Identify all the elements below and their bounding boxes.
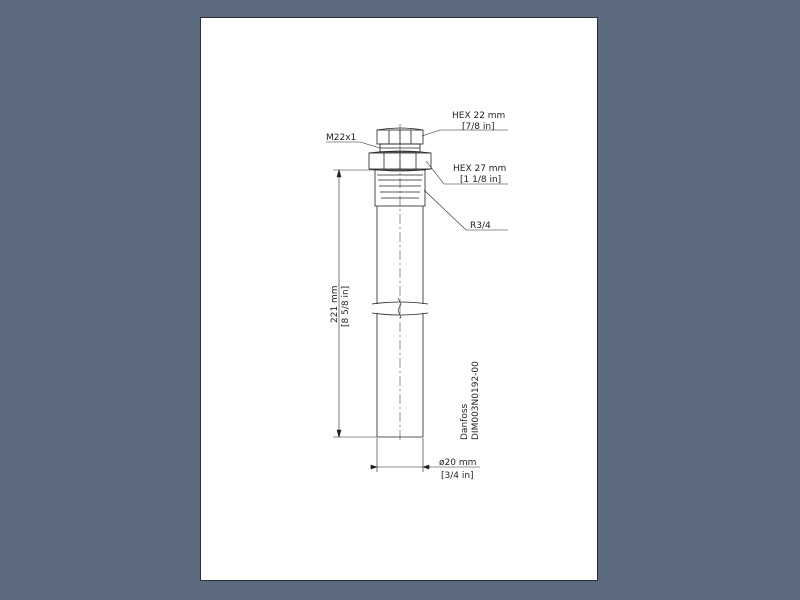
drawing-code-label: DIM003N0192-00 [471,361,481,440]
length-mm-label: 221 mm [330,285,340,323]
m22-label: M22x1 [326,133,357,143]
hex22-inch-label: [7/8 in] [462,122,495,132]
diameter-inch-label: [3/4 in] [441,471,474,481]
r34-label: R3/4 [470,221,491,231]
hex22-label: HEX 22 mm [452,111,506,121]
brand-label: Danfoss [460,403,470,440]
hex27-label: HEX 27 mm [453,164,507,174]
hex27-inch-label: [1 1/8 in] [460,175,502,185]
length-inch-label: [8 5/8 in] [341,285,351,327]
diameter-mm-label: ø20 mm [439,458,477,468]
